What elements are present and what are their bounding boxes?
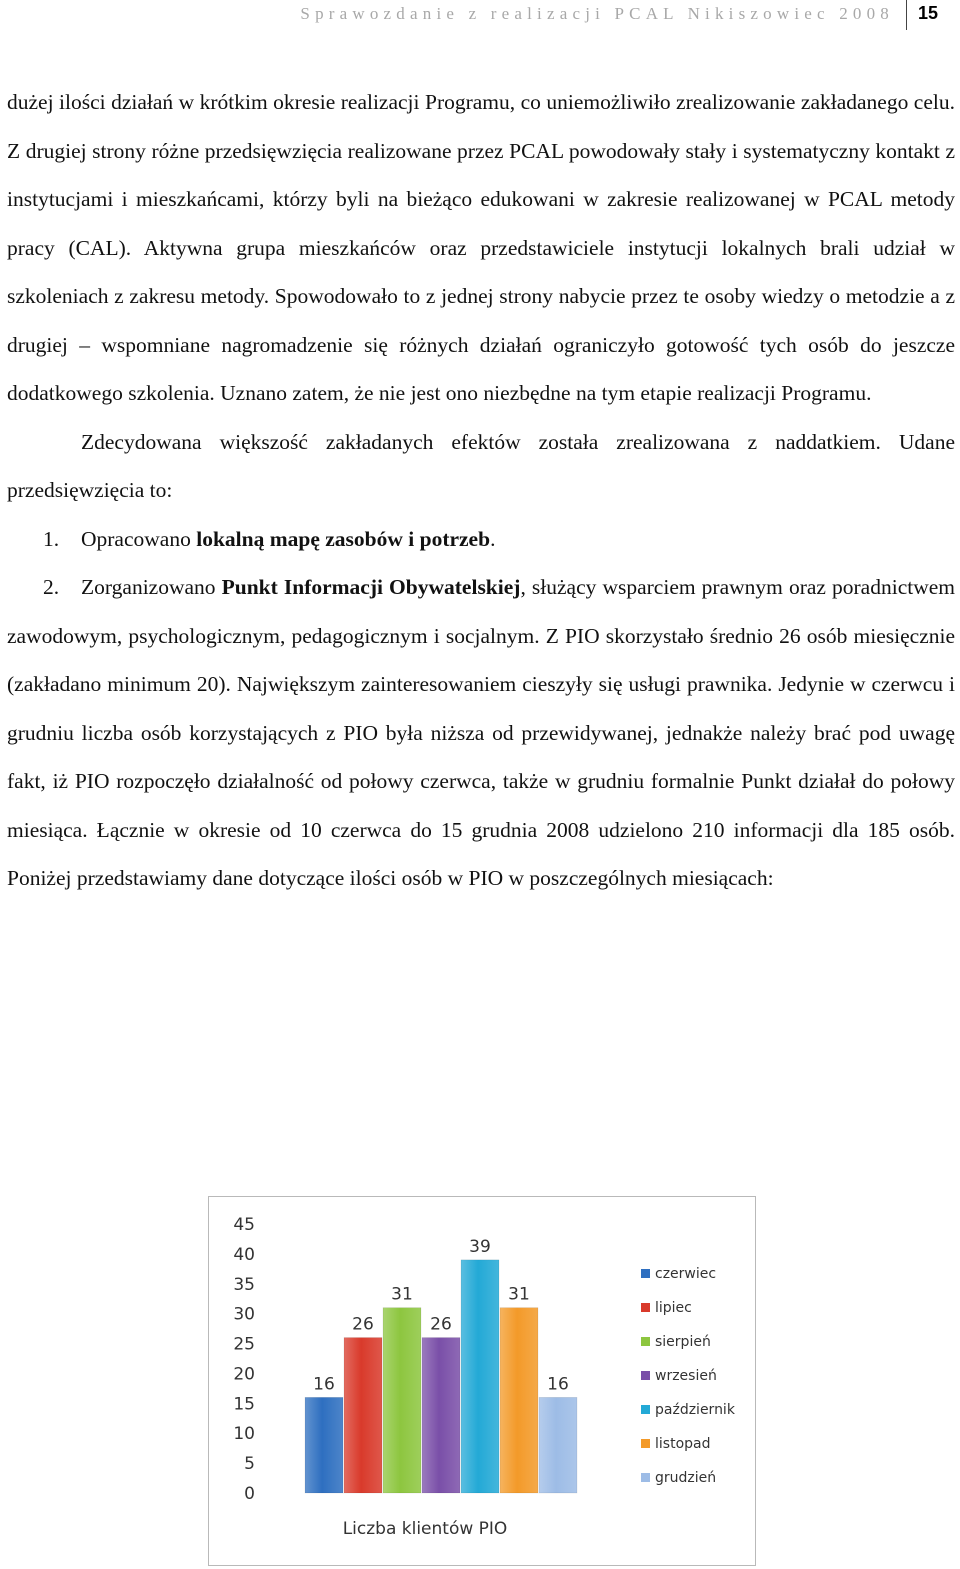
data-label-listopad: 31 <box>508 1284 530 1305</box>
legend-swatch-wrzesień <box>641 1371 650 1380</box>
legend-swatch-czerwiec <box>641 1269 650 1278</box>
bar-listopad <box>500 1308 538 1493</box>
legend-swatch-lipiec <box>641 1303 650 1312</box>
y-tick-label: 35 <box>233 1274 255 1295</box>
y-tick-label: 10 <box>233 1424 255 1445</box>
y-tick-label: 40 <box>233 1244 255 1265</box>
list-item-1-pre: Opracowano <box>81 526 197 551</box>
body-text <box>7 78 955 903</box>
legend-label-listopad: listopad <box>655 1436 711 1452</box>
list-item-2-pre: Zorganizowano <box>81 575 222 599</box>
list-item-2-bold: Punkt Informacji Obywatelskiej <box>221 575 521 599</box>
y-tick-label: 30 <box>233 1304 255 1325</box>
legend-label-wrzesień: wrzesień <box>655 1368 717 1384</box>
legend-swatch-październik <box>641 1405 650 1414</box>
legend-label-październik: październik <box>655 1402 735 1418</box>
legend-label-czerwiec: czerwiec <box>655 1266 717 1282</box>
chart-frame <box>208 1196 756 1566</box>
y-tick-label: 5 <box>244 1454 255 1475</box>
page-header <box>0 0 960 34</box>
page-number: 15 <box>918 3 939 23</box>
list-item-1-post: . <box>490 526 496 551</box>
x-axis-label: Liczba klientów PIO <box>342 1519 508 1539</box>
header-title: Sprawozdanie z realizacji PCAL Nikiszowiec 2008 <box>300 4 894 23</box>
legend-swatch-grudzień <box>641 1473 650 1482</box>
y-tick-label: 20 <box>233 1364 255 1385</box>
bar-chart <box>209 1197 755 1565</box>
legend-swatch-listopad <box>641 1439 650 1448</box>
list-number-1: 1. <box>43 526 60 551</box>
data-label-czerwiec: 16 <box>313 1374 335 1395</box>
list-item-1-bold: lokalną mapę zasobów i potrzeb <box>196 526 491 551</box>
bar-sierpień <box>383 1308 421 1493</box>
bar-październik <box>461 1260 499 1493</box>
bar-grudzień <box>539 1397 577 1493</box>
y-tick-label: 15 <box>233 1394 255 1415</box>
y-tick-label: 25 <box>233 1334 255 1355</box>
y-tick-label: 0 <box>244 1484 255 1504</box>
list-item-2-post: , służący wsparciem prawnym oraz poradnictwem zawodowym, psychologicznym, pedagogicznym i socjalnym. Z PIO skorzystało średnio 26 osób miesięcznie (zakładano minimum 20). Największym zainteresowaniem cieszyły się usługi prawnika. Jedynie w czerwcu i grudniu liczba osób korzystających z PIO była niższa od przewidywanej, jednakże należy brać pod uwagę fakt, iż PIO rozpoczęło działalność od połowy czerwca, także w grudniu formalnie Punkt działał do połowy miesiąca. Łącznie w okresie od 10 czerwca do 15 grudnia 2008 udzielono 210 informacji dla 185 osób. Poniżej przedstawiamy dane dotyczące ilości osób w PIO w poszczególnych miesiącach: <box>7 575 955 890</box>
paragraph-1: dużej ilości działań w krótkim okresie realizacji Programu, co uniemożliwiło zrealizowanie zakładanego celu. Z drugiej strony różne przedsięwzięcia realizowane przez PCAL powodowały stały i systematyczny kontakt z instytucjami i mieszkańcami, którzy byli na bieżąco edukowani w zakresie realizowanej w PCAL metody pracy (CAL). Aktywna grupa mieszkańców oraz przedstawiciele instytucji lokalnych brali udział w szkoleniach z zakresu metody. Spowodowało to z jednej strony nabycie przez te osoby wiedzy o metodzie a z drugiej – wspomniane nagromadzenie się różnych działań ograniczyło gotowość tych osób do jeszcze dodatkowego szkolenia. Uznano zatem, że nie jest ono niezbędne na tym etapie realizacji Programu. <box>7 90 955 405</box>
paragraph-2: Zdecydowana większość zakładanych efektów została zrealizowana z naddatkiem. Udane przedsięwzięcia to: <box>7 429 955 502</box>
bar-lipiec <box>344 1338 382 1493</box>
data-label-lipiec: 26 <box>352 1314 374 1335</box>
legend-label-grudzień: grudzień <box>655 1470 717 1486</box>
data-label-wrzesień: 26 <box>430 1314 452 1335</box>
data-label-październik: 39 <box>469 1236 491 1257</box>
header-separator <box>906 0 907 30</box>
data-label-sierpień: 31 <box>391 1284 413 1305</box>
list-number-2: 2. <box>43 575 60 599</box>
legend-label-sierpień: sierpień <box>655 1334 711 1350</box>
bar-wrzesień <box>422 1338 460 1493</box>
data-label-grudzień: 16 <box>547 1374 569 1395</box>
legend-swatch-sierpień <box>641 1337 650 1346</box>
y-tick-label: 45 <box>233 1215 255 1235</box>
bar-czerwiec <box>305 1397 343 1493</box>
legend-label-lipiec: lipiec <box>655 1300 692 1316</box>
list-item-1 <box>7 515 955 564</box>
list-item-2 <box>7 563 955 903</box>
